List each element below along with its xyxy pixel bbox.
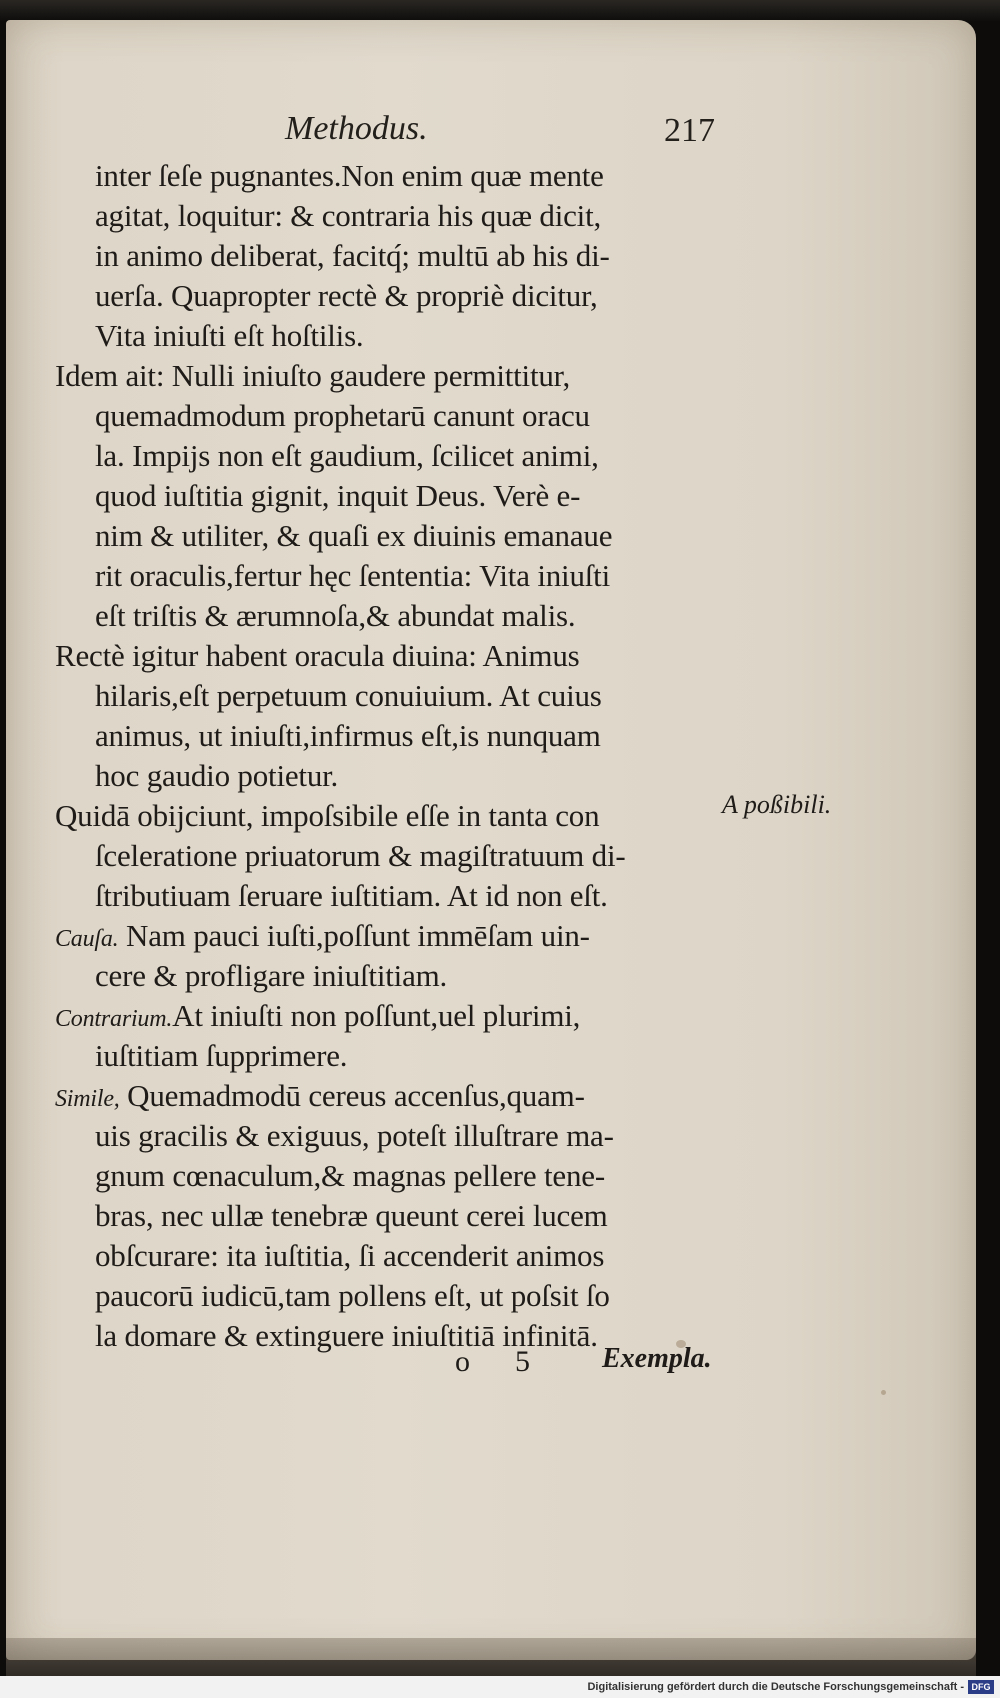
line-text: uis gracilis & exiguus, poteſt illuſtrare ma- <box>95 1118 614 1153</box>
line-text: quemadmodum prophetarū canunt oracu <box>95 398 590 433</box>
page-bottom-edge <box>6 1638 976 1678</box>
text-line <box>95 238 610 274</box>
line-text: hilaris,eſt perpetuum conuiuium. At cuius <box>95 678 602 713</box>
signature-number: 5 <box>515 1345 530 1378</box>
line-text: Vita iniuſti eſt hoſtilis. <box>95 318 364 353</box>
text-line <box>95 958 447 994</box>
text-line <box>95 278 598 314</box>
text-line <box>95 398 590 434</box>
line-text: Idem ait: Nulli iniuſto gaudere permittitur, <box>55 358 571 393</box>
text-line <box>95 158 604 194</box>
text-line <box>95 438 599 474</box>
page-number: 217 <box>664 112 715 149</box>
line-text: ſtributiuam ſeruare iuſtitiam. At id non eſt. <box>95 878 608 913</box>
line-text: nim & utiliter, & quaſi ex diuinis emanaue <box>95 518 613 553</box>
footer-bar <box>0 1676 1000 1698</box>
line-text: Quemadmodū cereus accenſus,quam- <box>119 1078 585 1113</box>
text-line <box>95 1198 608 1234</box>
line-text: hoc gaudio potietur. <box>95 758 339 793</box>
text-line <box>95 1038 347 1074</box>
text-line <box>55 358 570 394</box>
text-line <box>55 918 590 954</box>
text-line <box>55 798 599 834</box>
margin-note: A poßibili. <box>722 790 832 819</box>
text-line <box>55 638 580 674</box>
line-text: gnum cœnaculum,& magnas pellere tene- <box>95 1158 605 1193</box>
paper-stain <box>881 1390 886 1395</box>
text-line <box>95 318 364 354</box>
line-text: inter ſeſe pugnantes.Non enim quæ mente <box>95 158 604 193</box>
running-head-title: Methodus. <box>285 110 428 147</box>
line-text: iuſtitiam ſupprimere. <box>95 1038 348 1073</box>
line-text: eſt triſtis & ærumnoſa,& abundat malis. <box>95 598 576 633</box>
text-line <box>95 678 602 714</box>
text-line <box>95 558 610 594</box>
signature-mark: o <box>455 1345 470 1378</box>
text-line <box>55 998 580 1034</box>
line-text: bras, nec ullæ tenebræ queunt cerei lucem <box>95 1198 608 1233</box>
marginal-label: Contrarium. <box>55 1006 173 1032</box>
text-line <box>95 198 601 234</box>
text-line <box>95 1118 614 1154</box>
text-line <box>95 1158 605 1194</box>
marginal-label: Cauſa. <box>55 926 119 952</box>
text-line <box>55 1078 585 1114</box>
dfg-logo: DFG <box>968 1680 994 1694</box>
line-text: animus, ut iniuſti,infirmus eſt,is nunquam <box>95 718 601 753</box>
line-text: Quidā obijciunt, impoſsibile eſſe in tanta con <box>55 798 600 833</box>
line-text: agitat, loquitur: & contraria his quæ dicit, <box>95 198 602 233</box>
line-text: rit oraculis,fertur hęc ſententia: Vita iniuſti <box>95 558 610 593</box>
text-line <box>95 758 338 794</box>
line-text: ſceleratione priuatorum & magiſtratuum di- <box>95 838 626 873</box>
text-line <box>95 838 625 874</box>
line-text: cere & profligare iniuſtitiam. <box>95 958 448 993</box>
line-text: in animo deliberat, facitq́; multū ab his di- <box>95 238 610 273</box>
line-text: la domare & extinguere iniuſtitiā infinitā. <box>95 1318 598 1353</box>
marginal-label: Simile, <box>55 1086 120 1112</box>
line-text: la. Impijs non eſt gaudium, ſcilicet animi, <box>95 438 599 473</box>
line-text: Nam pauci iuſti,poſſunt immēſam uin- <box>118 918 590 953</box>
line-text: quod iuſtitia gignit, inquit Deus. Verè e- <box>95 478 581 513</box>
line-text: At iniuſti non poſſunt,uel plurimi, <box>172 998 581 1033</box>
text-line <box>95 1238 604 1274</box>
line-text: Rectè igitur habent oracula diuina: Animus <box>55 638 580 673</box>
text-line <box>95 598 575 634</box>
line-text: uerſa. Quapropter rectè & propriè dicitur, <box>95 278 598 313</box>
text-line <box>95 878 608 914</box>
text-line <box>95 1278 610 1314</box>
text-line <box>95 478 580 514</box>
line-text: paucorū iudicū,tam pollens eſt, ut poſsit ſo <box>95 1278 610 1313</box>
catchword: Exempla. <box>602 1343 712 1374</box>
scan-border-top <box>0 0 1000 22</box>
footer-credit: Digitalisierung gefördert durch die Deutsche Forschungsgemeinschaft - <box>587 1681 964 1693</box>
text-line <box>95 718 601 754</box>
text-line <box>95 518 612 554</box>
line-text: obſcurare: ita iuſtitia, ſi accenderit animos <box>95 1238 605 1273</box>
